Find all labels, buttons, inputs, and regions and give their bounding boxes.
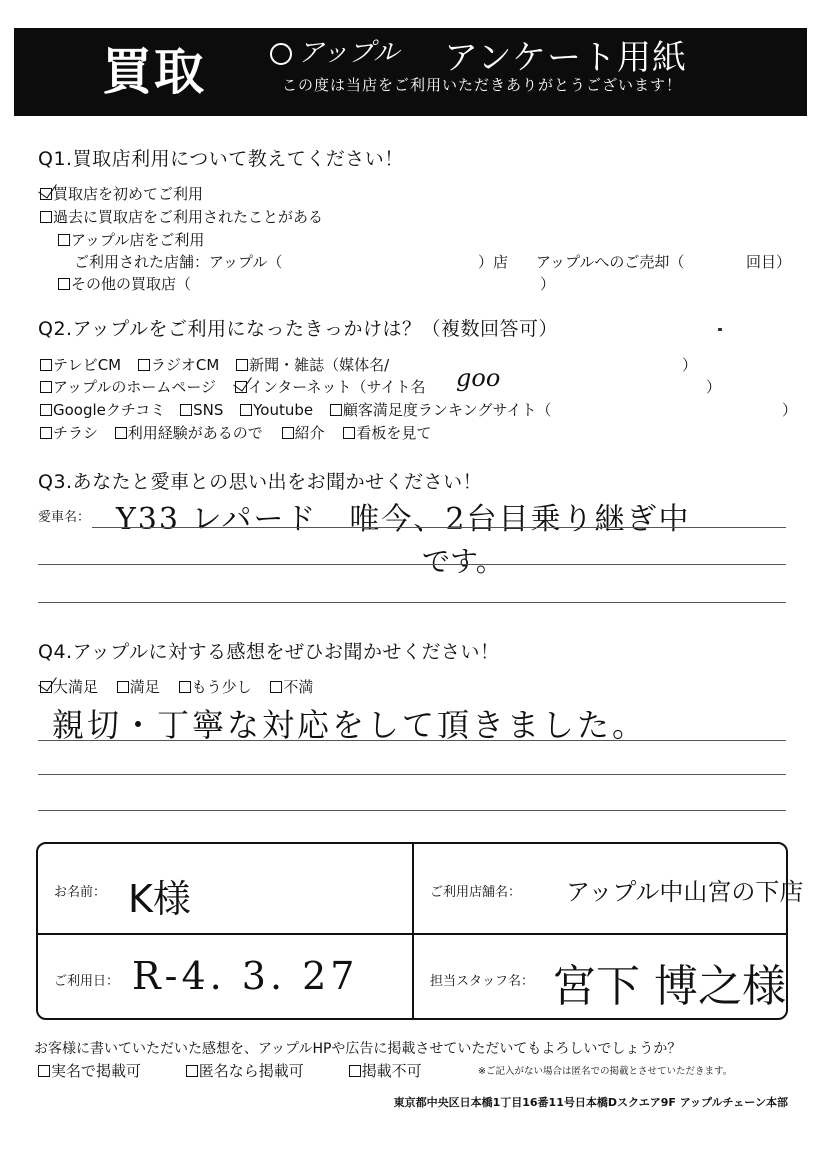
checkbox[interactable] [40,211,52,223]
checkbox[interactable] [58,234,70,246]
apple-logo [270,32,399,69]
info-divider-vertical [412,844,414,1018]
q2-option-sns[interactable]: SNS [180,401,223,419]
q2-option-youtube[interactable]: Youtube [240,401,313,419]
q2-option-internet[interactable]: インターネット（サイト名 [235,378,426,396]
q4-title: Q4.アップルに対する感想をぜひお聞かせください！ [38,641,500,663]
q4-answer-rule-1 [38,740,786,741]
name-label: お名前： [54,885,107,900]
checkbox[interactable] [349,1065,361,1077]
checkbox[interactable] [40,359,52,371]
date-label: ご利用日： [54,974,120,989]
apple-logo-text: アップル [298,38,400,68]
q1-store-line: ご利用された店舗：アップル（ [74,253,283,271]
q3-answer-line1: Y33 レパード 唯今、2台目乗り継ぎ中 [116,502,691,537]
consent-option-anonymous[interactable]: 匿名なら掲載可 [186,1062,304,1080]
q2-option-flyer[interactable]: チラシ [40,424,98,442]
checkbox[interactable] [138,359,150,371]
consent-option-real-name[interactable]: 実名で掲載可 [38,1062,141,1080]
checkbox[interactable] [40,404,52,416]
header-banner [14,28,807,116]
info-divider-horizontal [38,933,786,935]
checkbox[interactable] [58,278,70,290]
checkbox[interactable] [186,1065,198,1077]
q1-option-first-time[interactable]: 買取店を初めてご利用 [40,183,203,204]
footer-address: 東京都中央区日本橋1丁目16番11号日本橋Dスクエア9F アップルチェーン本部 [393,1096,788,1109]
checkbox[interactable] [40,427,52,439]
q1-option-apple-store[interactable]: アップル店をご利用 [58,229,204,250]
q3-answer-line2: です。 [422,545,504,578]
q2-option-tv[interactable]: テレビCM [40,356,121,374]
q2-row2 [40,376,425,397]
checkbox[interactable] [236,359,248,371]
store-label: ご利用店舗名： [430,885,522,900]
q2-option-experience[interactable]: 利用経験があるので [115,424,263,442]
q3-car-label: 愛車名： [38,510,91,525]
q2-row1 [40,354,389,375]
header-title: アンケート用紙 [444,38,687,78]
q1-sell-count-suffix: 回目） [746,253,792,271]
store-value: アップル中山宮の下店 [566,878,804,906]
q4-options [40,676,313,697]
q4-option-dissatisfied[interactable]: 不満 [270,678,313,696]
checkbox[interactable] [330,404,342,416]
q4-answer: 親切・丁寧な対応をして頂きました。 [52,706,648,744]
q1-title: Q1.買取店利用について教えてください！ [38,148,404,170]
q2-row1-close: ） [682,356,698,374]
q2-option-homepage[interactable]: アップルのホームページ [40,378,216,396]
q4-answer-rule-2 [38,774,786,775]
consent-option-decline[interactable]: 掲載不可 [349,1062,422,1080]
q2-row4 [40,422,431,443]
q2-option-signboard[interactable]: 看板を見て [343,424,431,442]
stray-mark [718,328,722,331]
checkbox[interactable] [115,427,127,439]
q2-title: Q2.アップルをご利用になったきっかけは？（複数回答可） [38,318,558,340]
q2-row3-close: ） [782,401,798,419]
staff-value: 宮下 博之様 [552,961,786,1012]
q2-option-google[interactable]: Googleクチコミ [40,401,165,419]
q2-internet-answer: goo [456,364,501,392]
header-kaitori-label: 買取 [102,43,206,101]
checkbox[interactable] [40,381,52,393]
q2-row3 [40,399,551,420]
q3-title: Q3.あなたと愛車との思い出をお聞かせください！ [38,471,483,493]
q1-option-used-before[interactable]: 過去に買取店をご利用されたことがある [40,206,323,227]
q1-option-other-store[interactable]: その他の買取店（ [58,273,191,294]
checkbox[interactable] [270,681,282,693]
consent-question: お客様に書いていただいた感想を、アップルHPや広告に掲載させていただいてもよろしいでしょうか？ [34,1041,682,1057]
apple-logo-mark-icon [270,43,292,65]
checkbox-checked[interactable] [40,681,52,693]
checkbox[interactable] [38,1065,50,1077]
q1-store-suffix: ）店 [478,253,509,271]
q3-answer-rule-1 [92,527,786,528]
checkbox[interactable] [117,681,129,693]
checkbox[interactable] [179,681,191,693]
q2-option-newspaper[interactable]: 新聞・雑誌（媒体名/ [236,356,389,374]
checkbox[interactable] [180,404,192,416]
checkbox[interactable] [282,427,294,439]
q3-answer-rule-3 [38,602,786,603]
consent-options [38,1060,422,1081]
q2-option-radio[interactable]: ラジオCM [138,356,219,374]
q1-other-close: ） [540,275,556,293]
q1-sell-count-label: アップルへのご売却（ [536,253,685,271]
q4-option-somewhat[interactable]: もう少し [179,678,252,696]
name-value: K様 [128,877,191,921]
q2-option-referral[interactable]: 紹介 [282,424,325,442]
q4-answer-rule-3 [38,810,786,811]
customer-info-box [36,842,804,1020]
checkbox[interactable] [343,427,355,439]
checkbox-checked[interactable] [40,188,52,200]
header-subtitle: この度は当店をご利用いただきありがとうございます！ [282,76,683,94]
q4-option-very-satisfied[interactable]: 大満足 [40,678,98,696]
date-value: R-4. 3. 27 [132,954,359,998]
consent-note: ※ご記入がない場合は匿名での掲載とさせていただきます。 [478,1066,733,1077]
checkbox-checked[interactable] [235,381,247,393]
q3-answer-rule-2 [38,564,786,565]
q2-row2-close: ） [706,378,722,396]
q2-option-ranking[interactable]: 顧客満足度ランキングサイト（ [330,401,552,419]
staff-label: 担当スタッフ名： [430,974,535,989]
checkbox[interactable] [240,404,252,416]
q4-option-satisfied[interactable]: 満足 [117,678,160,696]
